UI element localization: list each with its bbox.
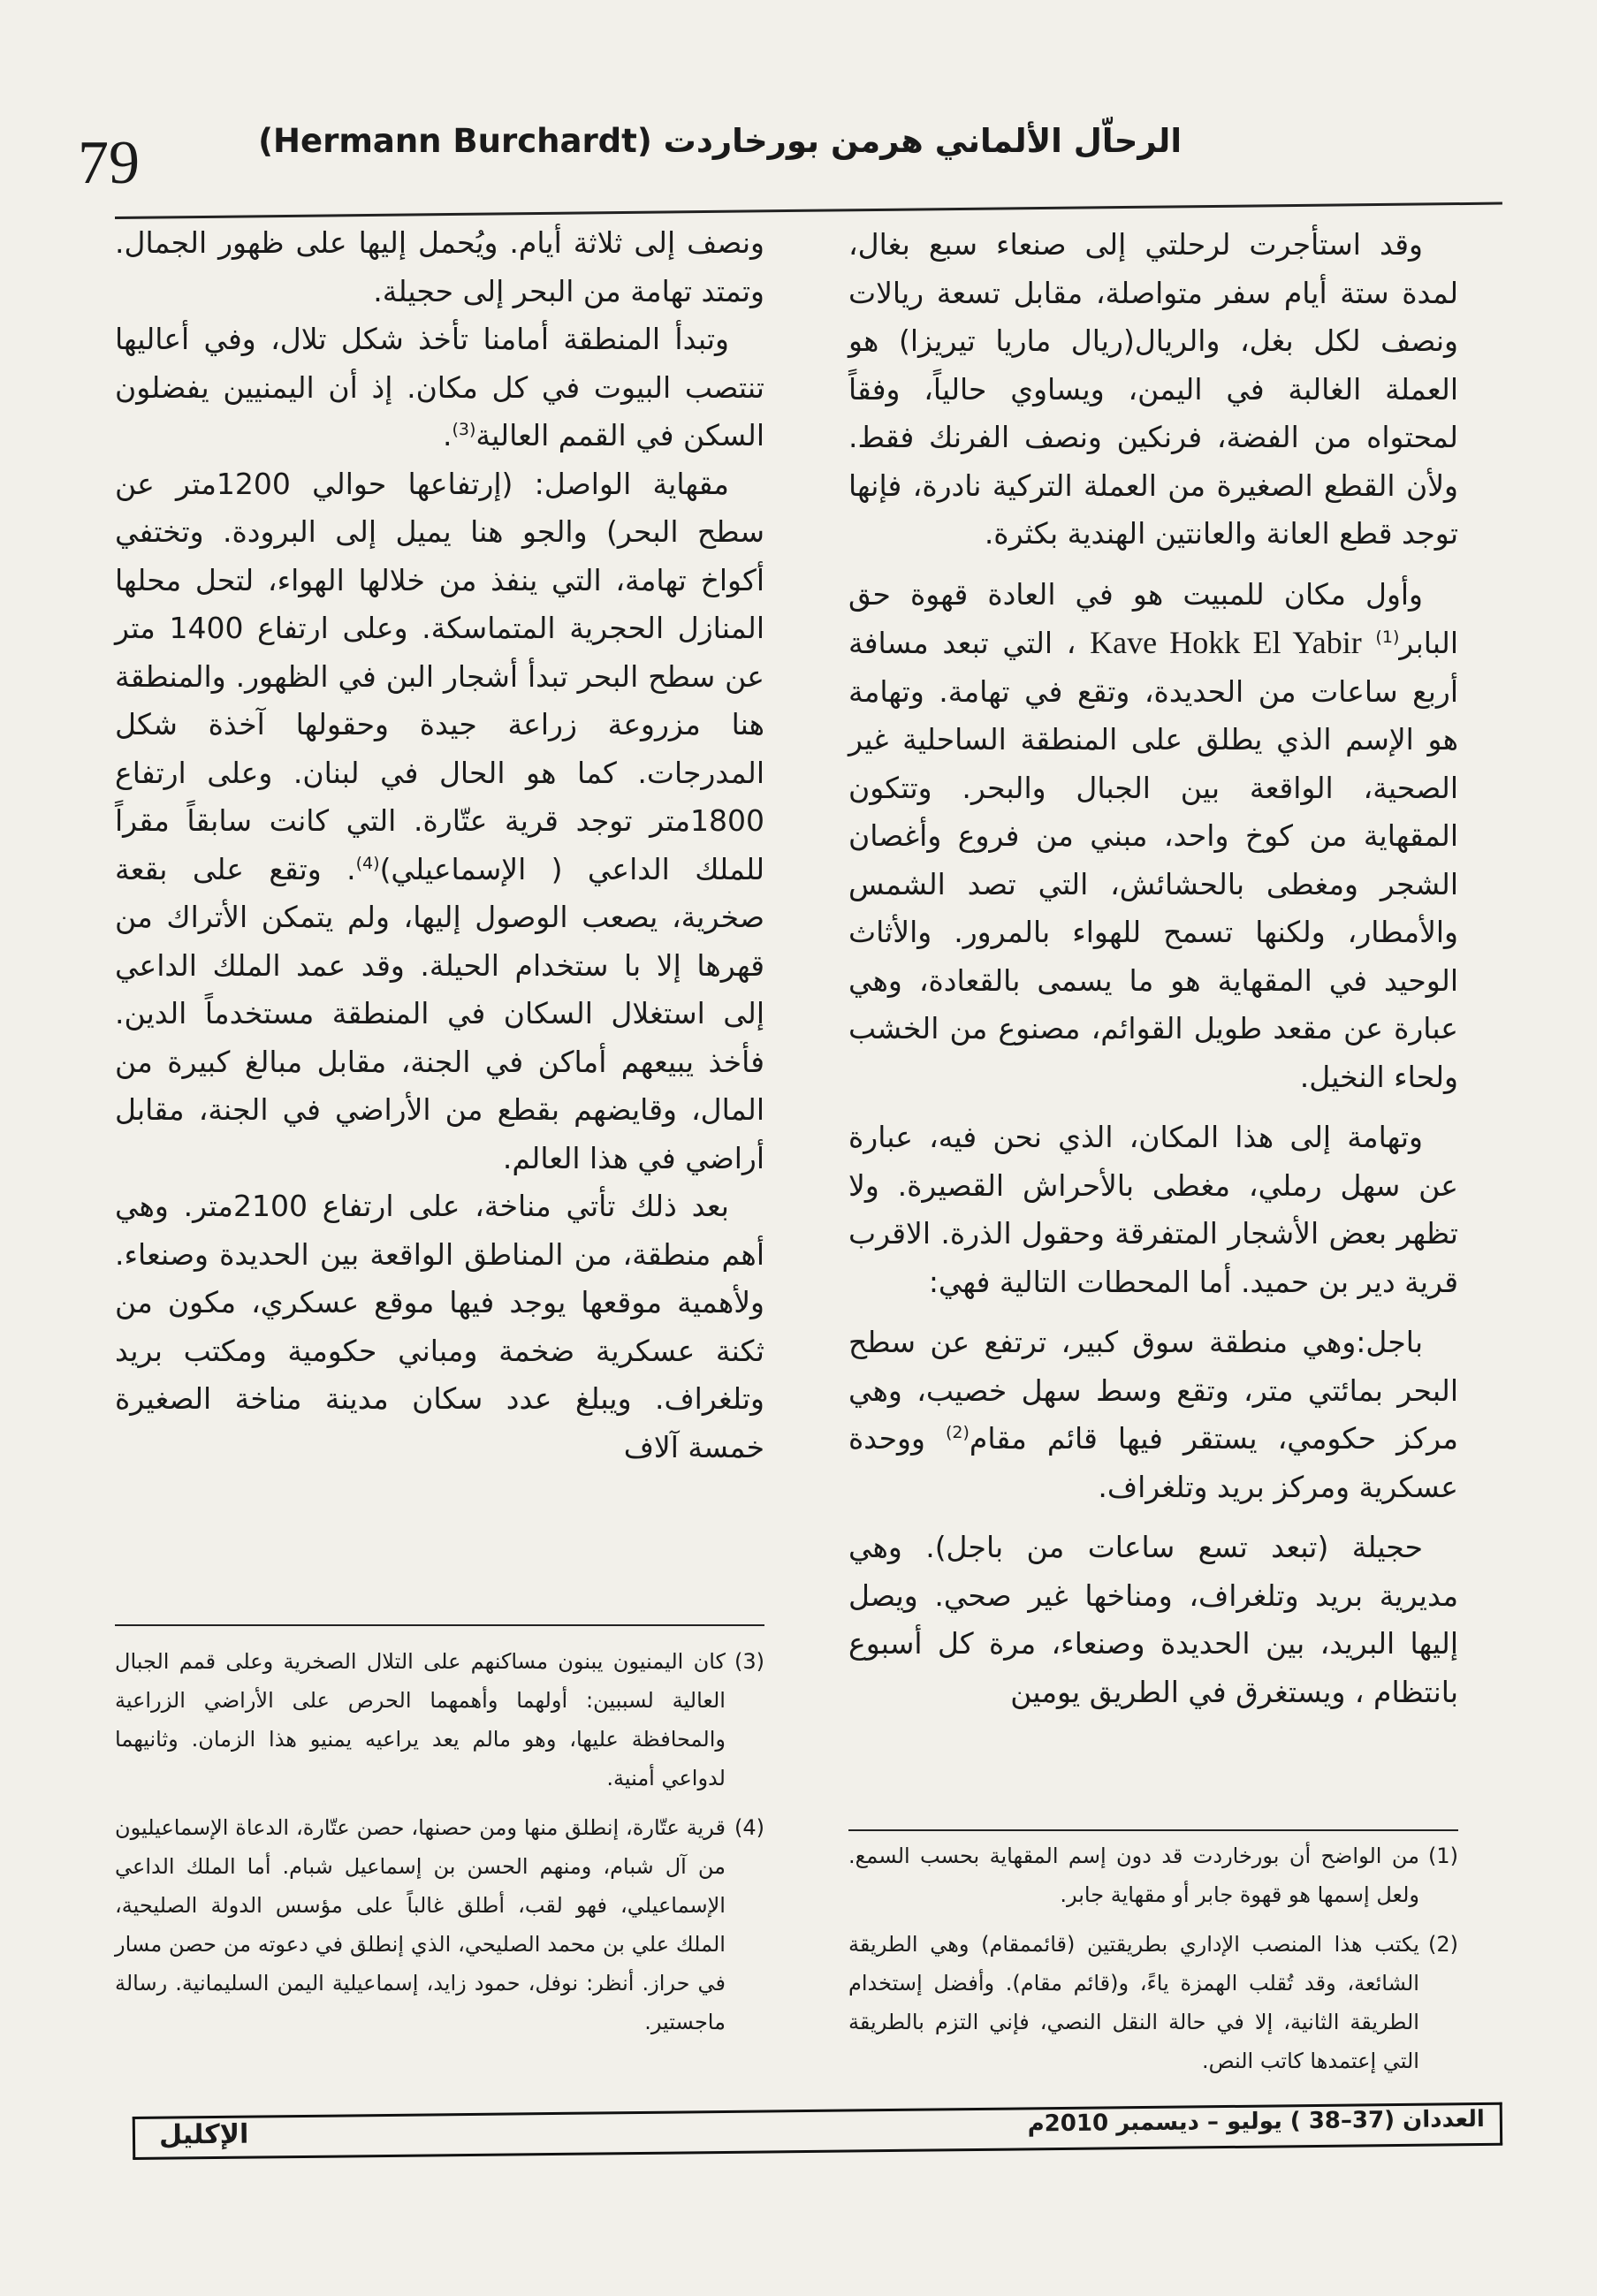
running-title: الرحاّل الألماني هرمن بورخاردت (Hermann Burchardt) — [258, 122, 1182, 160]
page-number: 79 — [78, 129, 140, 197]
footer — [133, 2102, 1502, 2159]
paragraph — [115, 460, 764, 1183]
footnote-rule — [848, 1829, 1458, 1831]
footer-rule — [133, 2117, 136, 2159]
paragraph: بعد ذلك تأتي مناخة، على ارتفاع 2100متر. وهي أهم منطقة، من المناطق الواقعة بين الحديدة وصنعاء. ولأهمية موقعها يوجد فيها موقع عسكري، مكون من ثكنة عسكرية ضخمة ومباني حكومية ومكتب بريد وتلغراف. ويبلغ عدد سكان مدينة مناخة الصغيرة خمسة آلاف — [115, 1189, 764, 1464]
footnote — [115, 1642, 764, 1798]
footnote-text: كان اليمنيون يبنون مساكنهم على التلال الصخرية وعلى قمم الجبال العالية لسببين: أولهما وأهمهما الحرص على الأراضي الزراعية والمحافظة عليها، وهو مالم يعد يراعيه يمنيو هذا الزمان. وثانيهما لدواعي أمنية. — [115, 1649, 726, 1790]
footnotes-left — [115, 1642, 764, 2052]
footer-rule — [133, 2143, 1502, 2160]
footnote-number: (3) — [734, 1649, 764, 1674]
paragraph: ونصف إلى ثلاثة أيام. ويُحمل إليها على ظهور الجمال. وتمتد تهامة من البحر إلى حجيلة. — [115, 225, 764, 308]
footnote-ref: (4) — [355, 853, 380, 873]
footnote-text: من الواضح أن بورخاردت قد دون إسم المقهاية بحسب السمع. ولعل إسمها هو قهوة جابر أو مقهاية جابر. — [848, 1844, 1419, 1907]
right-column — [848, 221, 1458, 1716]
footnote — [115, 1808, 764, 2041]
text-run: . — [442, 418, 452, 452]
paragraph: وقد استأجرت لرحلتي إلى صنعاء سبع بغال، لمدة ستة أيام سفر متواصلة، مقابل تسعة ريالات ونصف لكل بغل، والريال(ريال ماريا تيريزا) هو العملة الغالبة في اليمن، ويساوي حالياً، وفقاً لمحتواه من الفضة، فرنكين ونصف الفرنك فقط. ولأن القطع الصغيرة من العملة التركية نادرة، فإنها توجد قطع العانة والعانتين الهندية بكثرة. — [848, 227, 1458, 551]
paragraph: وتهامة إلى هذا المكان، الذي نحن فيه، عبارة عن سهل رملي، مغطى بالأحراش القصيرة. ولا تظهر بعض الأشجار المتفرقة وحقول الذرة. الاقرب قرية دير بن حميد. أما المحطات التالية فهي: — [848, 1120, 1458, 1299]
text-run: . وتقع على بقعة صخرية، يصعب الوصول إليها، ولم يتمكن الأتراك من قهرها إلا با ستخدام الحيلة. وقد عمد الملك الداعي إلى استغلال السكان في المنطقة مستخدماً الدين. فأخذ يبيعهم أماكن في الجنة، مقابل مبالغ كبيرة من المال، وقايضهم بقطع من الأراضي في الجنة، مقابل أراضي في هذا العالم. — [115, 851, 764, 1175]
text-run: وتبدأ المنطقة أمامنا تأخذ شكل تلال، وفي أعاليها تنتصب البيوت في كل مكان. إذ أن اليمنيين يفضلون السكن في القمم العالية — [115, 322, 764, 452]
left-column — [115, 219, 764, 1471]
footnote-number: (1) — [1427, 1844, 1458, 1868]
footnote-text: قرية عتّارة، إنطلق منها ومن حصنها، حصن عتّارة، الدعاة الإسماعيليون من آل شبام، ومنهم الحسن بن إسماعيل شبام. أما الملك الداعي الإسماعيلي، فهو لقب، أطلق غالباً على مؤسس الدولة الصليحية، الملك علي بن محمد الصليحي، الذي إنطلق في دعوته من حصن مسار في حراز. أنظر: نوفل، حمود زايد، إسماعيلية اليمن السليمانية. رسالة ماجستير. — [115, 1815, 726, 2034]
footnote-rule — [115, 1624, 764, 1626]
text-run: ، التي تبعد مسافة أربع ساعات من الحديدة، وتقع في تهامة. وتهامة هو الإسم الذي يطلق على المنطقة الساحلية غير الصحية، الواقعة بين الجبال والبحر. وتتكون المقهاية من كوخ واحد، مبني من فروع وأغصان الشجر ومغطى بالحشائش، التي تصد الشمس والأمطار، ولكنها تسمح للهواء بالمرور. والأثاث الوحيد في المقهاية هو ما يسمى بالقعادة، وهي عبارة عن مقعد طويل القوائم، مصنوع من الخشب ولحاء النخيل. — [848, 626, 1458, 1094]
footnote-ref: (1) — [1375, 627, 1400, 647]
text-run: ووحدة عسكرية ومركز بريد وتلغراف. — [848, 1421, 1458, 1504]
issue-info: العددان (37–38 ) يوليو – ديسمبر 2010م — [1027, 2105, 1486, 2138]
footnote-ref: (2) — [945, 1423, 970, 1442]
footnote — [848, 1836, 1458, 1914]
footnote — [848, 1925, 1458, 2080]
footnote-ref: (3) — [452, 420, 476, 439]
text-run: وأول مكان للمبيت هو في العادة قهوة حق البابر — [848, 576, 1458, 660]
journal-logo: الإكليل — [158, 2118, 249, 2151]
latin-name: Kave Hokk El Yabir — [1090, 625, 1362, 660]
footnote-number: (2) — [1427, 1932, 1458, 1957]
text-run: باجل:وهي منطقة سوق كبير، ترتفع عن سطح البحر بمائتي متر، وتقع وسط سهل خصيب، وهي مركز حكومي، يستقر فيها قائم مقام — [848, 1325, 1458, 1456]
footnotes-right — [848, 1836, 1458, 2091]
paragraph — [115, 316, 764, 460]
header-rule — [115, 202, 1502, 219]
footnote-number: (4) — [734, 1815, 764, 1840]
paragraph: حجيلة (تبعد تسع ساعات من باجل). وهي مديرية بريد وتلغراف، ومناخها غير صحي. ويصل إليها البريد، بين الحديدة وصنعاء، مرة كل أسبوع بانتظام ، ويستغرق في الطريق يومين — [848, 1530, 1458, 1709]
footnote-text: يكتب هذا المنصب الإداري بطريقتين (قائممقام) وهي الطريقة الشائعة، وقد تُقلب الهمزة ياءً، و(قائم مقام). وأفضل إستخدام الطريقة الثانية، إلا في حالة النقل النصي، فإني التزم بالطريقة التي إعتمدها كاتب النص. — [848, 1932, 1419, 2073]
paragraph — [848, 571, 1458, 1102]
paragraph — [848, 1319, 1458, 1511]
footer-rule — [1500, 2102, 1503, 2145]
text-run: مقهاية الواصل: (إرتفاعها حوالي 1200متر عن سطح البحر) والجو هنا يميل إلى البرودة. وتختفي أكواخ تهامة، التي ينفذ من خلالها الهواء، لتحل محلها المنازل الحجرية المتماسكة. وعلى ارتفاع 1400 متر عن سطح البحر تبدأ أشجار البن في الظهور. والمنطقة هنا مزروعة زراعة جيدة وحقولها آخذة شكل المدرجات. كما هو الحال في لبنان. وعلى ارتفاع 1800متر توجد قرية عتّارة. التي كانت سابقاً مقراً للملك الداعي ( الإسماعيلي) — [115, 466, 764, 886]
